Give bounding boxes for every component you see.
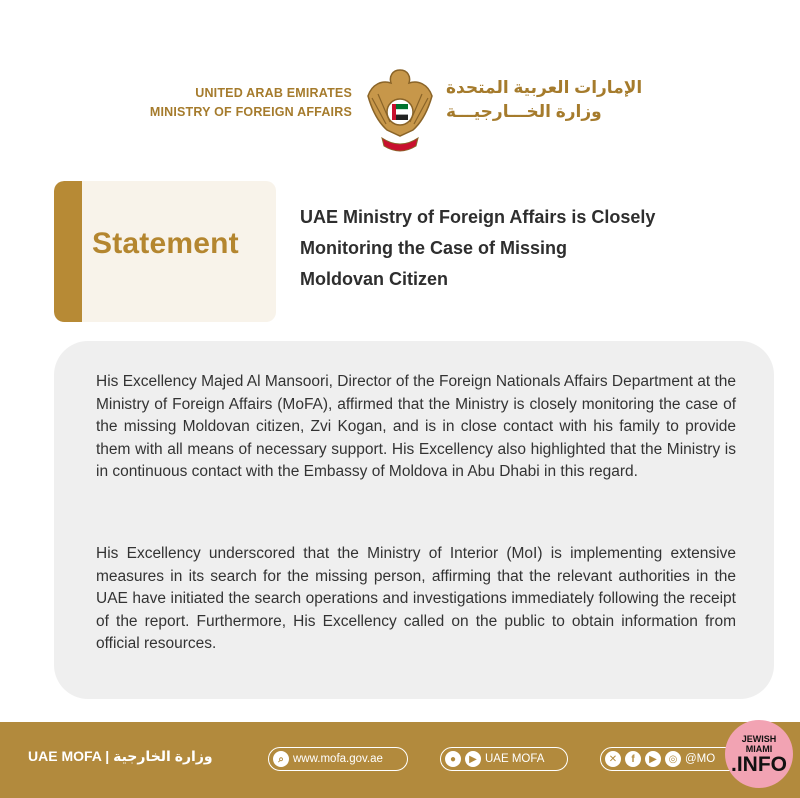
body-paragraph-2: His Excellency underscored that the Ministry of Interior (MoI) is implementing extensive measures in its search for the missing person, affirming that the relevant authorities in the UAE have initiated the search operations and investigations immediately following the receipt of the report. Furthermore, His Excellency called on the public to obtain information from official resources. [96, 545, 736, 652]
header [0, 60, 800, 160]
x-icon[interactable]: ✕ [605, 751, 621, 767]
watermark-line-2: MIAMI [745, 744, 773, 754]
app-store-icon: ● [445, 751, 461, 767]
ar-line-1: الإمارات العربية المتحدة [446, 78, 643, 97]
statement-headline [300, 202, 720, 295]
ministry-name-english [132, 84, 352, 122]
en-line-1: UNITED ARAB EMIRATES [195, 86, 352, 100]
website-link[interactable] [268, 747, 408, 771]
statement-body [54, 341, 774, 699]
uae-emblem-icon [362, 64, 438, 156]
body-paragraph-1: His Excellency Majed Al Mansoori, Director of the Foreign Nationals Affairs Department at the Ministry of Foreign Affairs (MoFA), affirmed that the Ministry is closely monitoring the case of the missing Moldovan citizen, Zvi Kogan, and is in close contact with his family to provide them with all means of necessary support. His Excellency also highlighted that the Ministry is in continuous contact with the Embassy of Moldova in Abu Dhabi in this regard. [96, 373, 736, 480]
play-store-icon: ▶ [465, 751, 481, 767]
ar-line-2: وزارة الخـــارجيـــة [446, 102, 602, 121]
watermark-line-1: JEWISH [741, 734, 777, 744]
app-link[interactable] [440, 747, 568, 771]
search-icon: ⌕ [273, 751, 289, 767]
statement-accent-bar [54, 181, 82, 322]
instagram-icon[interactable]: ◎ [665, 751, 681, 767]
ministry-name-arabic [446, 76, 668, 124]
facebook-icon[interactable]: f [625, 751, 641, 767]
youtube-icon[interactable]: ▶ [645, 751, 661, 767]
statement-label: Statement [92, 227, 239, 260]
en-line-2: MINISTRY OF FOREIGN AFFAIRS [149, 105, 352, 119]
social-handle: @MO [685, 753, 716, 765]
statement-box [54, 181, 276, 322]
headline-line-1: UAE Ministry of Foreign Affairs is Closely [300, 207, 656, 227]
jewish-miami-watermark [725, 720, 793, 788]
website-label: www.mofa.gov.ae [293, 753, 383, 765]
footer-name: UAE MOFA | وزارة الخارجية [28, 748, 213, 764]
headline-line-2: Monitoring the Case of Missing [300, 238, 568, 258]
footer [0, 722, 800, 798]
headline-line-3: Moldovan Citizen [300, 269, 448, 289]
app-label: UAE MOFA [485, 753, 545, 765]
watermark-line-3: .INFO [731, 753, 787, 776]
